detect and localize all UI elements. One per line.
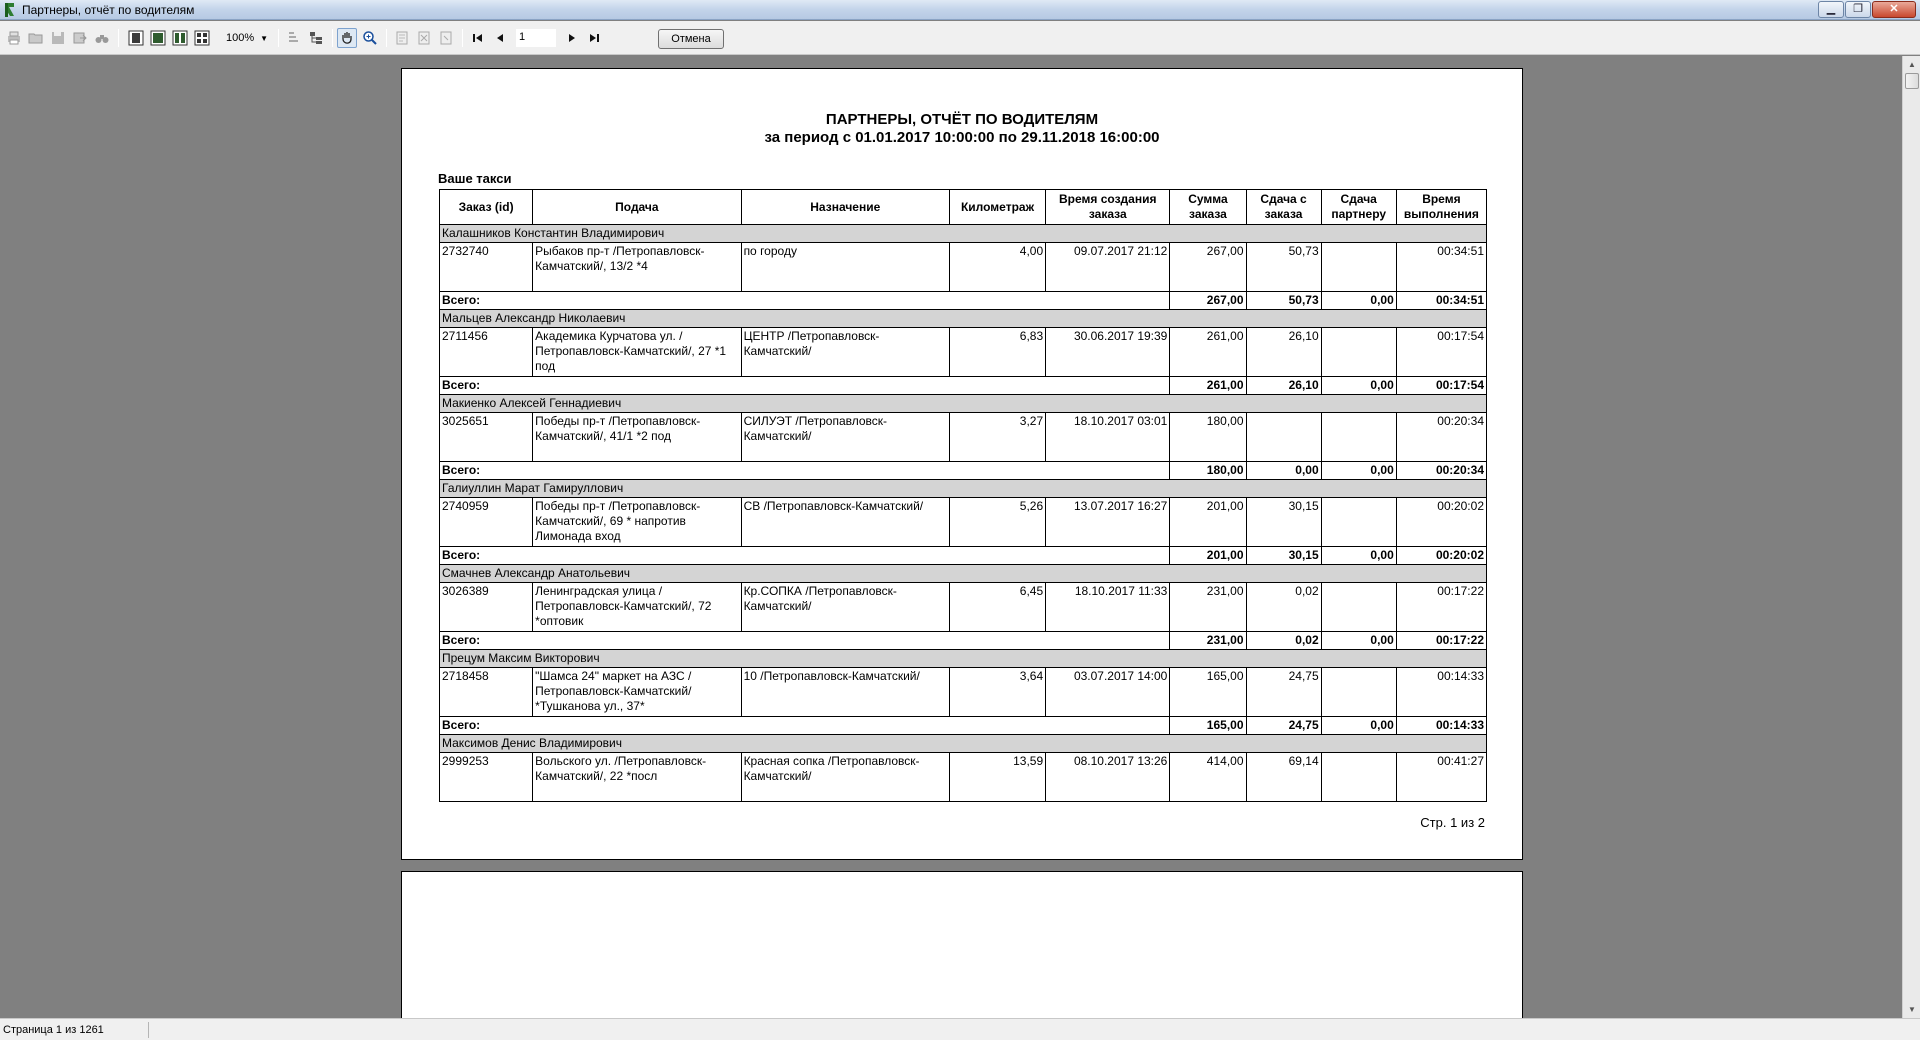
total-sum: 180,00 [1170, 462, 1246, 480]
total-row [440, 462, 1487, 480]
pickup-address: Вольского ул. /Петропавловск-Камчатский/, 22 *посл [533, 753, 741, 802]
total-row [440, 292, 1487, 310]
page-setup-button[interactable] [436, 28, 456, 48]
printer-icon [6, 30, 22, 46]
total-duration: 00:20:02 [1396, 547, 1486, 565]
tree-icon [308, 30, 324, 46]
page-counter: Стр. 1 из 2 [1420, 815, 1485, 830]
destination-address: Красная сопка /Петропавловск-Камчатский/ [741, 753, 949, 802]
total-label: Всего: [440, 377, 1170, 395]
pickup-address: "Шамса 24" маркет на АЗС /Петропавловск-Камчатский/ *Тушканова ул., 37* [533, 668, 741, 717]
total-partner: 0,00 [1321, 377, 1396, 395]
total-row [440, 632, 1487, 650]
total-sum: 165,00 [1170, 717, 1246, 735]
outline-button[interactable] [284, 28, 304, 48]
cancel-button[interactable]: Отмена [658, 29, 724, 49]
total-change: 50,73 [1246, 292, 1321, 310]
created-time: 13.07.2017 16:27 [1046, 498, 1170, 547]
total-partner: 0,00 [1321, 547, 1396, 565]
report-page-2 [401, 871, 1523, 1018]
partner-change [1321, 498, 1396, 547]
order-sum: 261,00 [1170, 328, 1246, 377]
total-change: 0,02 [1246, 632, 1321, 650]
next-page-icon [566, 32, 578, 44]
table-header-row [440, 190, 1487, 225]
partner-change [1321, 753, 1396, 802]
order-sum: 201,00 [1170, 498, 1246, 547]
page-number-input[interactable] [516, 29, 556, 47]
col-partner-header: Сдача партнеру [1321, 190, 1396, 225]
report-period: за период с 01.01.2017 10:00:00 по 29.11.2018 16:00:00 [764, 129, 1160, 146]
driver-name: Мальцев Александр Николаевич [440, 310, 1487, 328]
report-table [439, 189, 1487, 802]
created-time: 18.10.2017 11:33 [1046, 583, 1170, 632]
order-sum: 231,00 [1170, 583, 1246, 632]
zoom-in-icon [362, 30, 378, 46]
zoom-tool-button[interactable] [360, 28, 380, 48]
scroll-thumb[interactable] [1905, 73, 1919, 89]
maximize-button[interactable] [1845, 1, 1871, 18]
partner-change [1321, 243, 1396, 292]
next-page-button[interactable] [562, 28, 582, 48]
driver-name: Галиуллин Марат Гамируллович [440, 480, 1487, 498]
total-sum: 261,00 [1170, 377, 1246, 395]
last-page-icon [588, 32, 600, 44]
order-change: 24,75 [1246, 668, 1321, 717]
page-number-value: 1 [519, 31, 526, 43]
order-sum: 180,00 [1170, 413, 1246, 462]
total-partner: 0,00 [1321, 462, 1396, 480]
total-label: Всего: [440, 632, 1170, 650]
order-row [440, 328, 1487, 377]
destination-address: СВ /Петропавловск-Камчатский/ [741, 498, 949, 547]
order-id: 2711456 [440, 328, 533, 377]
two-pages-button[interactable] [170, 28, 190, 48]
total-partner: 0,00 [1321, 717, 1396, 735]
created-time: 30.06.2017 19:39 [1046, 328, 1170, 377]
two-pages-icon [172, 30, 188, 46]
destination-address: СИЛУЭТ /Петропавловск-Камчатский/ [741, 413, 949, 462]
duration: 00:34:51 [1396, 243, 1486, 292]
status-page-info: Страница 1 из 1261 [3, 1024, 104, 1036]
pickup-address: Рыбаков пр-т /Петропавловск-Камчатский/, 13/2 *4 [533, 243, 741, 292]
app-icon [2, 2, 18, 18]
destination-address: ЦЕНТР /Петропавловск-Камчатский/ [741, 328, 949, 377]
created-time: 09.07.2017 21:12 [1046, 243, 1170, 292]
driver-group-row [440, 735, 1487, 753]
total-row [440, 717, 1487, 735]
driver-group-row [440, 310, 1487, 328]
zoom-select[interactable] [222, 29, 270, 47]
edit-page-icon [394, 30, 410, 46]
first-page-icon [472, 32, 484, 44]
report-title: ПАРТНЕРЫ, ОТЧЁТ ПО ВОДИТЕЛЯМ [825, 111, 1099, 128]
partner-change [1321, 668, 1396, 717]
order-row [440, 498, 1487, 547]
order-sum: 414,00 [1170, 753, 1246, 802]
order-row [440, 413, 1487, 462]
created-time: 03.07.2017 14:00 [1046, 668, 1170, 717]
page-width-button[interactable] [148, 28, 168, 48]
col-sum-header: Сумма заказа [1170, 190, 1246, 225]
order-id: 2740959 [440, 498, 533, 547]
order-row [440, 243, 1487, 292]
mileage: 13,59 [949, 753, 1045, 802]
outline-icon [286, 30, 302, 46]
order-change: 26,10 [1246, 328, 1321, 377]
order-row [440, 753, 1487, 802]
total-sum: 231,00 [1170, 632, 1246, 650]
created-time: 18.10.2017 03:01 [1046, 413, 1170, 462]
report-page-1 [401, 68, 1523, 860]
order-id: 2732740 [440, 243, 533, 292]
delete-page-icon [416, 30, 432, 46]
driver-group-row [440, 395, 1487, 413]
total-duration: 00:20:34 [1396, 462, 1486, 480]
order-change [1246, 413, 1321, 462]
total-label: Всего: [440, 547, 1170, 565]
status-bar [0, 1018, 1920, 1040]
order-change: 69,14 [1246, 753, 1321, 802]
hand-icon [339, 30, 355, 46]
driver-group-row [440, 565, 1487, 583]
order-sum: 267,00 [1170, 243, 1246, 292]
driver-group-row [440, 225, 1487, 243]
open-button[interactable] [26, 28, 46, 48]
chevron-down-icon: ▼ [260, 33, 269, 43]
col-change-header: Сдача с заказа [1246, 190, 1321, 225]
total-label: Всего: [440, 292, 1170, 310]
last-page-button[interactable] [584, 28, 604, 48]
mileage: 6,45 [949, 583, 1045, 632]
driver-name: Макиенко Алексей Геннадиевич [440, 395, 1487, 413]
close-button[interactable] [1872, 1, 1916, 18]
order-id: 3025651 [440, 413, 533, 462]
report-subtitle: Ваше такси [438, 171, 512, 186]
mileage: 4,00 [949, 243, 1045, 292]
prev-page-button[interactable] [490, 28, 510, 48]
page-width-icon [150, 30, 166, 46]
col-duration-header: Время выполнения [1396, 190, 1486, 225]
mileage: 5,26 [949, 498, 1045, 547]
export-button[interactable] [70, 28, 90, 48]
duration: 00:14:33 [1396, 668, 1486, 717]
total-duration: 00:17:22 [1396, 632, 1486, 650]
mileage: 3,64 [949, 668, 1045, 717]
col-km-header: Километраж [949, 190, 1045, 225]
first-page-button[interactable] [468, 28, 488, 48]
report-viewer[interactable] [0, 56, 1902, 1018]
duration: 00:20:02 [1396, 498, 1486, 547]
driver-name: Калашников Константин Владимирович [440, 225, 1487, 243]
total-sum: 267,00 [1170, 292, 1246, 310]
multi-page-button[interactable] [192, 28, 212, 48]
edit-page-button[interactable] [392, 28, 412, 48]
total-change: 24,75 [1246, 717, 1321, 735]
multi-page-icon [194, 30, 210, 46]
order-sum: 165,00 [1170, 668, 1246, 717]
order-change: 50,73 [1246, 243, 1321, 292]
col-order-header: Заказ (id) [440, 190, 533, 225]
partner-change [1321, 583, 1396, 632]
col-pickup-header: Подача [533, 190, 741, 225]
zoom-value: 100% [226, 32, 255, 44]
title-bar [0, 0, 1920, 20]
mileage: 3,27 [949, 413, 1045, 462]
minimize-button[interactable] [1818, 1, 1844, 18]
duration: 00:20:34 [1396, 413, 1486, 462]
driver-name: Прецум Максим Викторович [440, 650, 1487, 668]
pickup-address: Победы пр-т /Петропавловск-Камчатский/, 69 * напротив Лимонада вход [533, 498, 741, 547]
duration: 00:41:27 [1396, 753, 1486, 802]
order-change: 0,02 [1246, 583, 1321, 632]
delete-page-button[interactable] [414, 28, 434, 48]
restore-icon: ❐ [1853, 3, 1863, 15]
destination-address: 10 /Петропавловск-Камчатский/ [741, 668, 949, 717]
scroll-down-icon[interactable]: ▼ [1908, 1005, 1916, 1014]
window-title: Партнеры, отчёт по водителям [22, 2, 195, 17]
total-partner: 0,00 [1321, 292, 1396, 310]
single-page-icon [128, 30, 144, 46]
export-icon [72, 30, 88, 46]
toolbar [0, 21, 1920, 55]
minimize-icon: ▁ [1826, 3, 1836, 15]
total-change: 0,00 [1246, 462, 1321, 480]
total-row [440, 377, 1487, 395]
print-button[interactable] [4, 28, 24, 48]
total-row [440, 547, 1487, 565]
duration: 00:17:54 [1396, 328, 1486, 377]
pickup-address: Победы пр-т /Петропавловск-Камчатский/, 41/1 *2 под [533, 413, 741, 462]
hand-tool-button[interactable] [337, 28, 357, 48]
total-duration: 00:34:51 [1396, 292, 1486, 310]
duration: 00:17:22 [1396, 583, 1486, 632]
prev-page-icon [494, 32, 506, 44]
thumbnails-button[interactable] [306, 28, 326, 48]
partner-change [1321, 328, 1396, 377]
col-created-header: Время создания заказа [1046, 190, 1170, 225]
total-label: Всего: [440, 717, 1170, 735]
page-setup-icon [438, 30, 454, 46]
created-time: 08.10.2017 13:26 [1046, 753, 1170, 802]
total-change: 30,15 [1246, 547, 1321, 565]
driver-name: Максимов Денис Владимирович [440, 735, 1487, 753]
single-page-button[interactable] [126, 28, 146, 48]
folder-open-icon [28, 30, 44, 46]
find-button[interactable] [92, 28, 112, 48]
driver-group-row [440, 650, 1487, 668]
save-icon [50, 30, 66, 46]
order-id: 2999253 [440, 753, 533, 802]
col-destination-header: Назначение [741, 190, 949, 225]
driver-name: Смачнев Александр Анатольевич [440, 565, 1487, 583]
driver-group-row [440, 480, 1487, 498]
order-id: 2718458 [440, 668, 533, 717]
total-sum: 201,00 [1170, 547, 1246, 565]
close-icon: ✕ [1889, 3, 1899, 15]
total-duration: 00:14:33 [1396, 717, 1486, 735]
total-duration: 00:17:54 [1396, 377, 1486, 395]
order-id: 3026389 [440, 583, 533, 632]
vertical-scrollbar[interactable] [1902, 56, 1920, 1018]
destination-address: Кр.СОПКА /Петропавловск-Камчатский/ [741, 583, 949, 632]
pickup-address: Академика Курчатова ул. /Петропавловск-Камчатский/, 27 *1 под [533, 328, 741, 377]
pickup-address: Ленинградская улица /Петропавловск-Камчатский/, 72 *оптовик [533, 583, 741, 632]
order-row [440, 668, 1487, 717]
total-change: 26,10 [1246, 377, 1321, 395]
scroll-up-icon[interactable]: ▲ [1908, 60, 1916, 69]
partner-change [1321, 413, 1396, 462]
order-change: 30,15 [1246, 498, 1321, 547]
binoculars-icon [94, 30, 110, 46]
destination-address: по городу [741, 243, 949, 292]
total-partner: 0,00 [1321, 632, 1396, 650]
mileage: 6,83 [949, 328, 1045, 377]
save-button[interactable] [48, 28, 68, 48]
total-label: Всего: [440, 462, 1170, 480]
order-row [440, 583, 1487, 632]
